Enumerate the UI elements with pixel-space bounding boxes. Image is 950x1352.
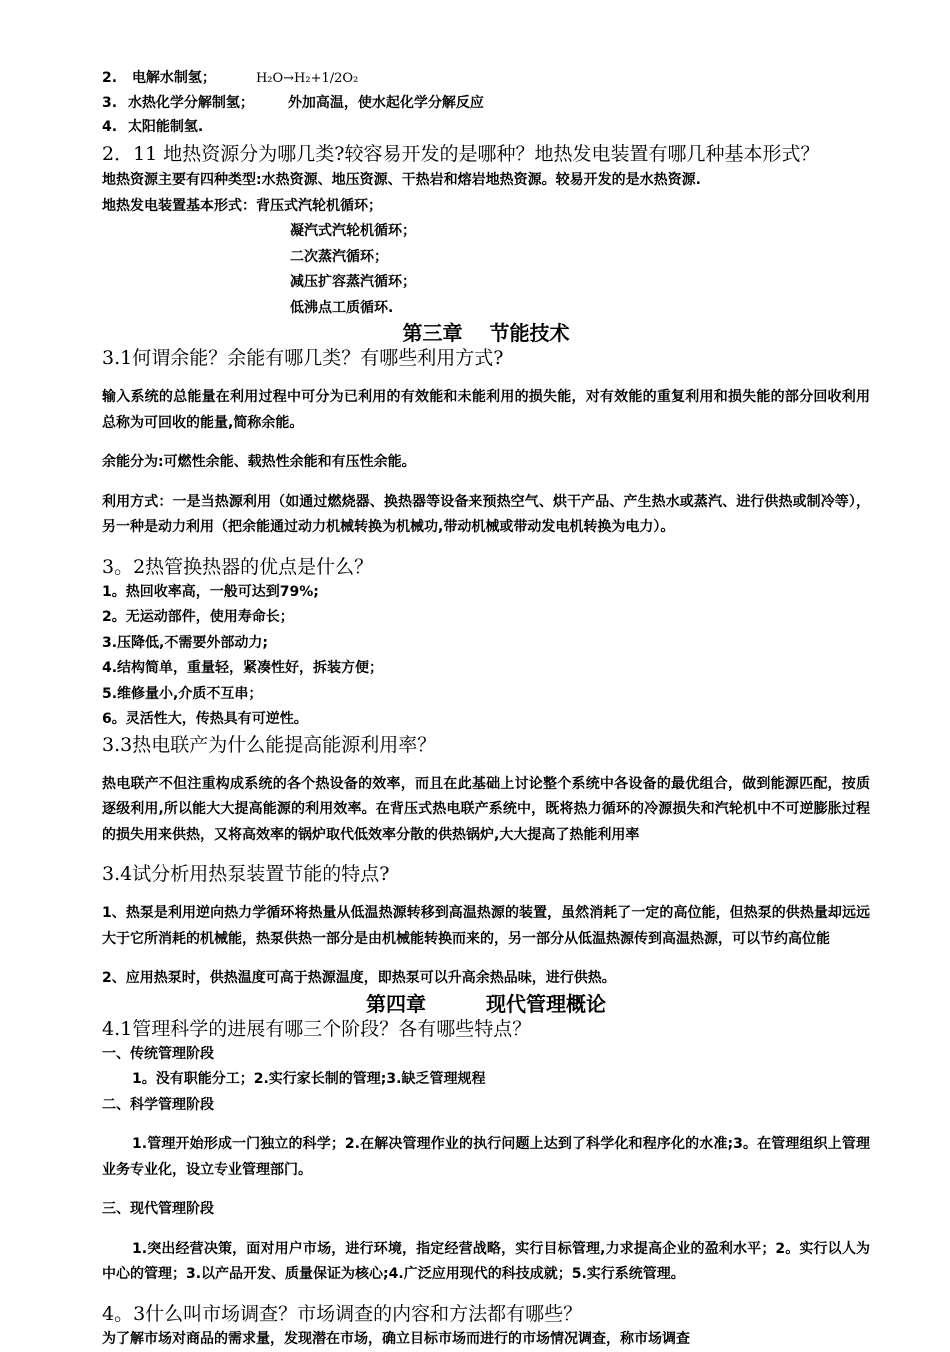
chapter-3-heading: 第三章 节能技术 [102, 321, 870, 346]
stage-1-features: 1。没有职能分工；2.实行家长制的管理;3.缺乏管理规程 [102, 1067, 870, 1093]
answer-2-11-types: 地热资源主要有四种类型:水热资源、地压资源、干热岩和熔岩地热资源。较易开发的是水热资源. [102, 168, 870, 194]
answer-3-1-definition: 输入系统的总能量在利用过程中可分为已利用的有效能和未能利用的损失能，对有效能的重复利用和损失能的部分回收利用总称为可回收的能量,简称余能。 [102, 385, 870, 436]
question-2-11: 2．11 地热资源分为哪几类?较容易开发的是哪种？地热发电装置有哪几种基本形式？ [102, 141, 870, 168]
answer-3-2-item: 3.压降低,不需要外部动力; [102, 631, 870, 657]
answer-2-11-form-4: 减压扩容蒸汽循环； [102, 270, 870, 296]
answer-3-1-usage: 利用方式：一是当热源利用（如通过燃烧器、换热器等设备来预热空气、烘干产品、产生热水或蒸汽、进行供热或制冷等），另一种是动力利用（把余能通过动力机械转换为机械功,带动机械或带动发电机转换为电力）。 [102, 490, 870, 541]
stage-3-features: 1.突出经营决策，面对用户市场，进行环境，指定经营战略，实行目标管理,力求提高企业的盈利水平；2。实行以人为中心的管理；3.以产品开发、质量保证为核心;4.广泛应用现代的科技成就；5.实行系统管理。 [102, 1237, 870, 1288]
answer-2-11-forms: 地热发电装置基本形式：背压式汽轮机循环； [102, 194, 870, 220]
answer-3-4-point-1: 1、热泵是利用逆向热力学循环将热量从低温热源转移到高温热源的装置，虽然消耗了一定的高位能，但热泵的供热量却远远大于它所消耗的机械能，热泵供热一部分是由机械能转换而来的，另一部分从低温热源传到高温热源，可以节约高位能 [102, 901, 870, 952]
stage-1-heading: 一、传统管理阶段 [102, 1042, 870, 1068]
question-4-1: 4.1管理科学的进展有哪三个阶段？各有哪些特点？ [102, 1017, 870, 1042]
item-note: 外加高温，使水起化学分解反应 [288, 95, 484, 111]
answer-3-2-item: 4.结构简单，重量轻，紧凑性好，拆装方便； [102, 656, 870, 682]
answer-3-3: 热电联产不但注重构成系统的各个热设备的效率，而且在此基础上讨论整个系统中各设备的最优组合，做到能源匹配，按质逐级利用,所以能大大提高能源的利用效率。在背压式热电联产系统中，既将热力循环的冷源损失和汽轮机中不可逆膨胀过程的损失用来供热，又将高效率的锅炉取代低效率分散的供热锅炉,大大提高了热能利用率 [102, 772, 870, 849]
item-text: 电解水制氢； [132, 70, 216, 86]
question-3-2: 3。2热管换热器的优点是什么？ [102, 555, 870, 580]
item-text: 太阳能制氢. [128, 119, 203, 135]
answer-2-11-form-3: 二次蒸汽循环； [102, 245, 870, 271]
item-text: 水热化学分解制氢； [128, 95, 254, 111]
answer-4-3: 为了解市场对商品的需求量，发现潜在市场，确立目标市场而进行的市场情况调查，称市场调查 [102, 1327, 870, 1352]
answer-3-2-item: 6。灵活性大，传热具有可逆性。 [102, 707, 870, 733]
answer-3-2-item: 2。无运动部件，使用寿命长； [102, 605, 870, 631]
formula: H₂O→H₂+1/2O₂ [256, 71, 358, 86]
item-electrolysis [102, 66, 870, 91]
item-number: 2. [102, 70, 117, 86]
chapter-4-heading: 第四章 现代管理概论 [102, 992, 870, 1017]
question-4-3: 4。3什么叫市场调查？市场调查的内容和方法都有哪些？ [102, 1302, 870, 1327]
question-3-1: 3.1何谓余能？余能有哪几类？有哪些利用方式? [102, 346, 870, 371]
answer-3-1-types: 余能分为:可燃性余能、载热性余能和有压性余能。 [102, 450, 870, 476]
item-thermochemical [102, 91, 870, 115]
item-solar [102, 115, 870, 139]
item-number: 4. [102, 119, 117, 135]
answer-3-4-point-2: 2、应用热泵时，供热温度可高于热源温度，即热泵可以升高余热品味，进行供热。 [102, 966, 870, 992]
question-3-4: 3.4试分析用热泵装置节能的特点? [102, 862, 870, 887]
answer-3-2-item: 1。热回收率高，一般可达到79%; [102, 580, 870, 606]
answer-2-11-form-2: 凝汽式汽轮机循环； [102, 219, 870, 245]
stage-2-features: 1.管理开始形成一门独立的科学；2.在解决管理作业的执行问题上达到了科学化和程序化的水准;3。在管理组织上管理业务专业化，设立专业管理部门。 [102, 1132, 870, 1183]
question-3-3: 3.3热电联产为什么能提高能源利用率？ [102, 733, 870, 758]
item-number: 3. [102, 95, 117, 111]
answer-3-2-item: 5.维修量小,介质不互串； [102, 682, 870, 708]
stage-2-heading: 二、科学管理阶段 [102, 1093, 870, 1119]
answer-2-11-form-5: 低沸点工质循环. [102, 296, 870, 322]
stage-3-heading: 三、现代管理阶段 [102, 1197, 870, 1223]
